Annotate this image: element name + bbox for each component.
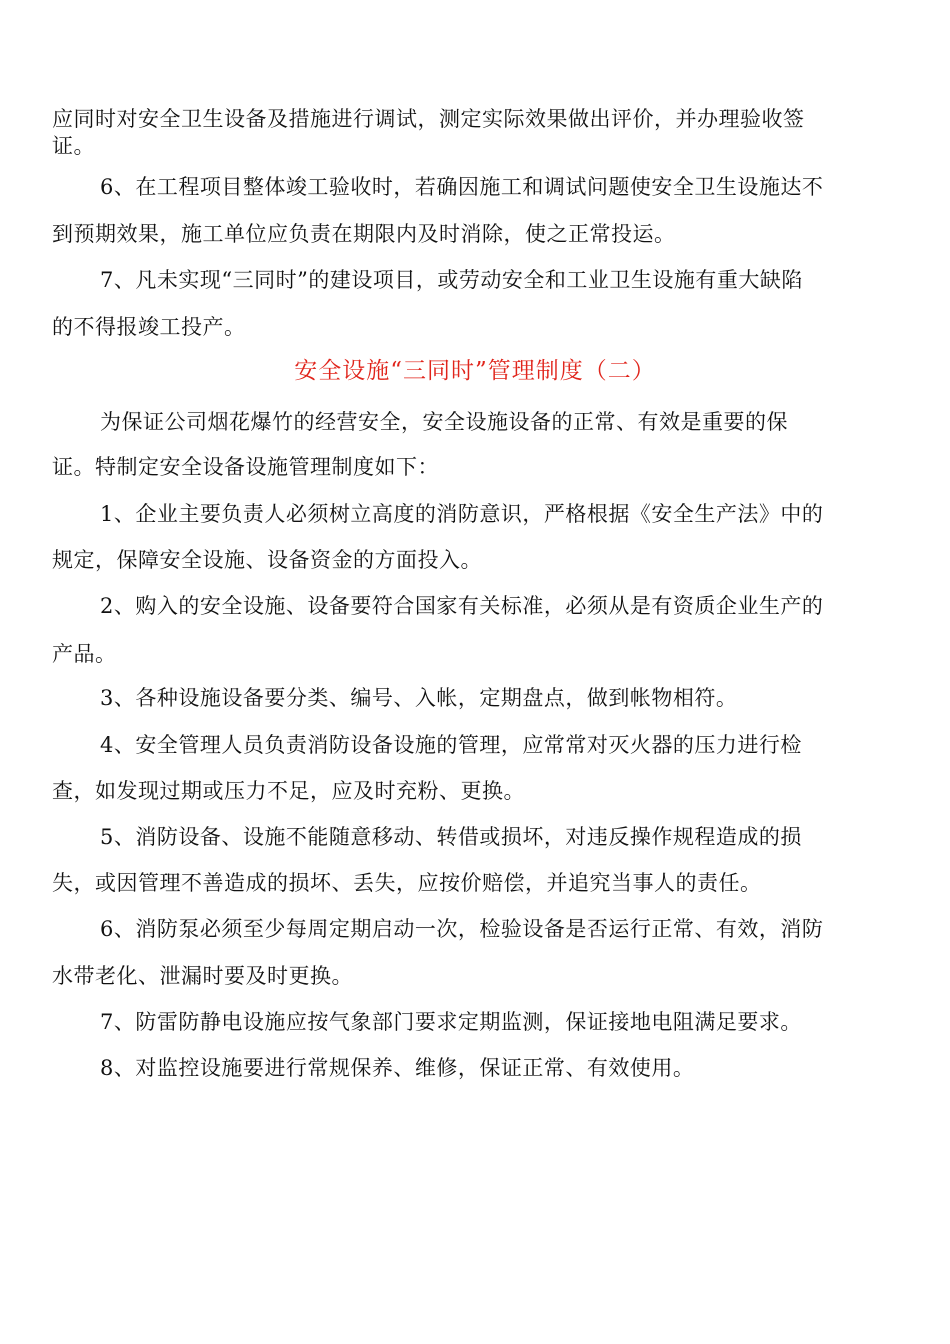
paragraph-line: 的不得报竣工投产。 <box>52 315 246 339</box>
paragraph-line: 产品。 <box>52 642 117 666</box>
paragraph-line: 证。 <box>52 134 95 158</box>
paragraph-line: 6、在工程项目整体竣工验收时，若确因施工和调试问题使安全卫生设施达不 <box>100 175 824 199</box>
paragraph-line: 7、防雷防静电设施应按气象部门要求定期监测，保证接地电阻满足要求。 <box>100 1010 802 1034</box>
paragraph-line: 应同时对安全卫生设备及措施进行调试，测定实际效果做出评价，并办理验收签 <box>52 107 805 131</box>
paragraph-line: 2、购入的安全设施、设备要符合国家有关标准，必须从是有资质企业生产的 <box>100 594 824 618</box>
paragraph-line: 水带老化、泄漏时要及时更换。 <box>52 964 353 988</box>
paragraph-line: 5、消防设备、设施不能随意移动、转借或损坏，对违反操作规程造成的损 <box>100 825 802 849</box>
paragraph-line: 4、安全管理人员负责消防设备设施的管理，应常常对灭火器的压力进行检 <box>100 733 802 757</box>
paragraph-line: 查，如发现过期或压力不足，应及时充粉、更换。 <box>52 779 525 803</box>
paragraph-line: 3、各种设施设备要分类、编号、入帐，定期盘点，做到帐物相符。 <box>100 686 738 710</box>
paragraph-line: 1、企业主要负责人必须树立高度的消防意识，严格根据《安全生产法》中的 <box>100 502 824 526</box>
paragraph-line: 证。特制定安全设备设施管理制度如下： <box>52 455 439 479</box>
section-title: 安全设施“三同时”管理制度（二） <box>294 358 656 384</box>
paragraph-line: 7、凡未实现“三同时”的建设项目，或劳动安全和工业卫生设施有重大缺陷 <box>100 268 803 292</box>
paragraph-line: 到预期效果，施工单位应负责在期限内及时消除，使之正常投运。 <box>52 222 676 246</box>
paragraph-line: 8、对监控设施要进行常规保养、维修，保证正常、有效使用。 <box>100 1056 695 1080</box>
paragraph-line: 规定，保障安全设施、设备资金的方面投入。 <box>52 548 482 572</box>
paragraph-line: 为保证公司烟花爆竹的经营安全，安全设施设备的正常、有效是重要的保 <box>100 410 788 434</box>
paragraph-line: 6、消防泵必须至少每周定期启动一次，检验设备是否运行正常、有效，消防 <box>100 917 824 941</box>
paragraph-line: 失，或因管理不善造成的损坏、丢失，应按价赔偿，并追究当事人的责任。 <box>52 871 762 895</box>
